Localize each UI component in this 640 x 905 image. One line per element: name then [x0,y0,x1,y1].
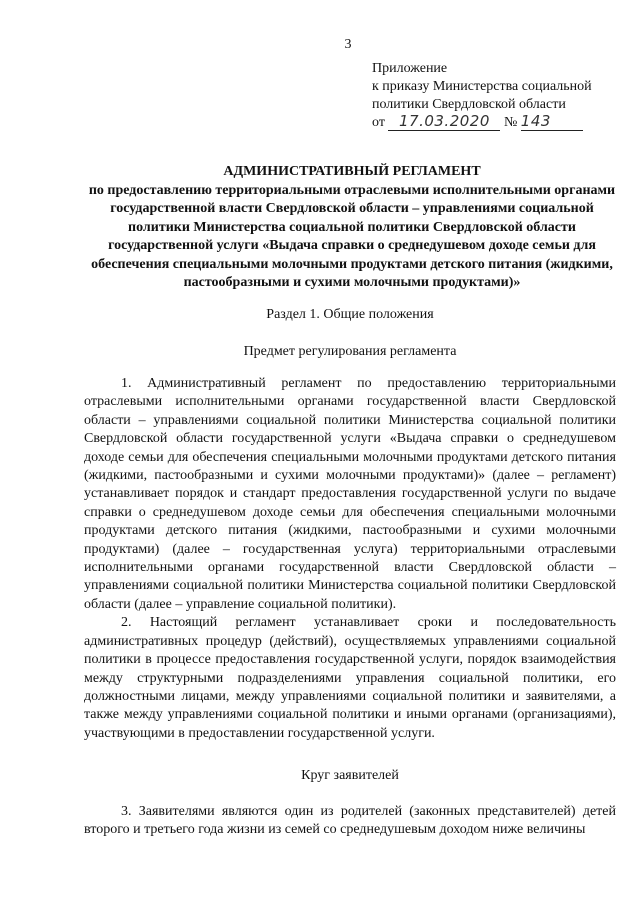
order-number-field [521,114,583,131]
paragraph-3: 3. Заявителями являются один из родителей (законных представителей) детей второго и третьего года жизни из семей со среднедушевым доходом ниже величины [84,804,616,838]
order-number-value: 143 [520,112,551,130]
subject-heading: Предмет регулирования регламента [243,344,457,359]
section-heading: Раздел 1. Общие положения [266,307,434,322]
title-main: АДМИНИСТРАТИВНЫЙ РЕГЛАМЕНТ [223,164,481,179]
applicants-heading: Круг заявителей [301,768,399,783]
body-block-2 [84,803,616,840]
paragraph-1: 1. Административный регламент по предоставлению территориальными отраслевыми исполнительными органами государственной власти Свердловской области – управлениями социальной политики Министерства социальной политики Свердловской области государственной услуги «Выдача справки о среднедушевом доходе семьи для обеспечения специальными молочными продуктами детского питания (жидкими, пастообразными и сухими молочными продуктами)» (далее – регламент) устанавливает порядок и стандарт предоставления государственной услуги по выдаче справки о среднедушевом доходе семьи для обеспечения специальными молочными продуктами детского питания (жидкими, пастообразными и сухими молочными продуктами) (далее – государственная услуга) территориальными отраслевыми исполнительными органами государственной власти Свердловской области – управлениями социальной политики Министерства социальной политики Свердловской области (далее – управление социальной политики). [84,376,616,612]
appendix-date-line [372,114,634,132]
appendix-line-1: Приложение [372,61,448,76]
order-date-field [388,114,500,131]
order-date-value: 17.03.2020 [398,112,490,130]
title-subtitle: по предоставлению территориальными отраслевыми исполнительными органами государственной власти Свердловской области – управлениями социальной политики Министерства социальной политики Свердловской области государственной услуги «Выдача справки о среднедушевом доходе семьи для обеспечения специальными молочными продуктами детского питания (жидкими, пастообразными и сухими молочными продуктами)» [88,182,616,290]
appendix-line-2: к приказу Министерства социальной [372,79,592,94]
appendix-block [372,60,634,132]
date-prefix: от [372,115,385,130]
number-prefix: № [503,115,518,130]
body-block-1 [84,375,616,743]
page-number: 3 [344,37,352,52]
regulation-title [84,163,620,293]
paragraph-2: 2. Настоящий регламент устанавливает сроки и последовательность административных процедур (действий), осуществляемых управлениями социальной политики в процессе предоставления государственной услуги, порядок взаимодействия между структурными подразделениями управления социальной политики, его должностными лицами, между управлениями социальной политики и заявителями, а также между управлениями социальной политики и иными органами (организациями), участвующими в предоставлении государственной услуги. [84,615,616,741]
appendix-line-3: политики Свердловской области [372,97,566,112]
